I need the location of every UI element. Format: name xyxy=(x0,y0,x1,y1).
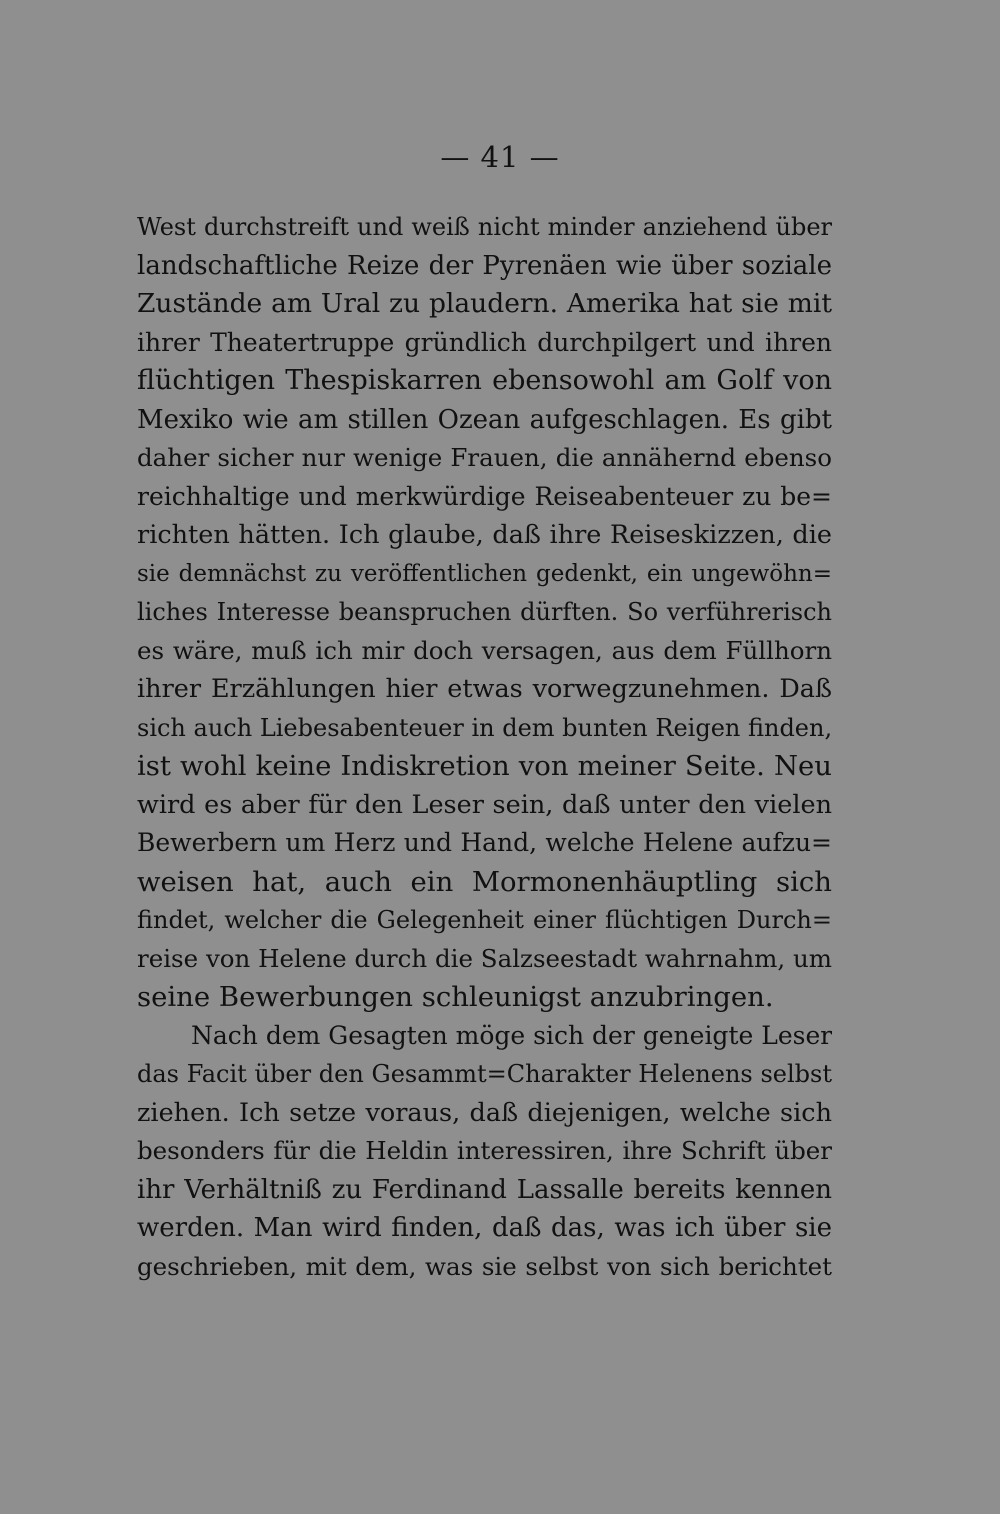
text-line: liches Interesse beanspruchen dürften. So verführerisch xyxy=(137,598,832,626)
text-line: sie demnächst zu veröffentlichen gedenkt, ein ungewöhn= xyxy=(137,560,832,587)
paragraph-end-line: seine Bewerbungen schleunigst anzubringen. xyxy=(137,981,774,1013)
text-line: wird es aber für den Leser sein, daß unter den vielen xyxy=(137,789,832,820)
text-line: daher sicher nur wenige Frauen, die annähernd ebenso xyxy=(137,443,832,472)
text-line: ihrer Erzählungen hier etwas vorwegzunehmen. Daß xyxy=(137,674,832,704)
text-line: flüchtigen Thespiskarren ebensowohl am Golf von xyxy=(137,365,832,396)
text-line: ziehen. Ich setze voraus, daß diejenigen, welche sich xyxy=(137,1097,832,1128)
text-line: reise von Helene durch die Salzseestadt wahrnahm, um xyxy=(137,943,832,973)
text-line: werden. Man wird finden, daß das, was ich über sie xyxy=(137,1213,832,1243)
text-line: Mexiko wie am stillen Ozean aufgeschlagen. Es gibt xyxy=(137,404,832,435)
text-line: besonders für die Heldin interessiren, ihre Schrift über xyxy=(137,1136,832,1165)
text-line: ihrer Theatertruppe gründlich durchpilgert und ihren xyxy=(137,327,832,357)
text-line: geschrieben, mit dem, was sie selbst von sich berichtet xyxy=(137,1251,832,1281)
text-line: Zustände am Ural zu plaudern. Amerika hat sie mit xyxy=(137,288,832,319)
page-number: — 41 — xyxy=(440,140,560,174)
text-line: richten hätten. Ich glaube, daß ihre Reiseskizzen, die xyxy=(137,520,832,550)
text-line: Bewerbern um Herz und Hand, welche Helene aufzu= xyxy=(137,828,832,857)
text-line: ist wohl keine Indiskretion von meiner Seite. Neu xyxy=(137,750,832,782)
text-line: sich auch Liebesabenteuer in dem bunten Reigen finden, xyxy=(137,713,832,742)
text-line: weisen hat, auch ein Mormonenhäuptling sich xyxy=(137,865,832,898)
text-line: es wäre, muß ich mir doch versagen, aus dem Füllhorn xyxy=(137,635,832,665)
body-text xyxy=(137,208,832,1286)
text-line: das Facit über den Gesammt=Charakter Helenens selbst xyxy=(137,1060,832,1088)
text-line: ihr Verhältniß zu Ferdinand Lassalle bereits kennen xyxy=(137,1174,832,1205)
text-line: reichhaltige und merkwürdige Reiseabenteuer zu be= xyxy=(137,481,832,511)
text-line: landschaftliche Reize der Pyrenäen wie über soziale xyxy=(137,250,832,281)
text-line: West durchstreift und weiß nicht minder anziehend über xyxy=(137,213,832,241)
text-line: findet, welcher die Gelegenheit einer flüchtigen Durch= xyxy=(137,906,832,934)
paragraph-start-line: Nach dem Gesagten möge sich der geneigte Leser xyxy=(191,1020,832,1050)
